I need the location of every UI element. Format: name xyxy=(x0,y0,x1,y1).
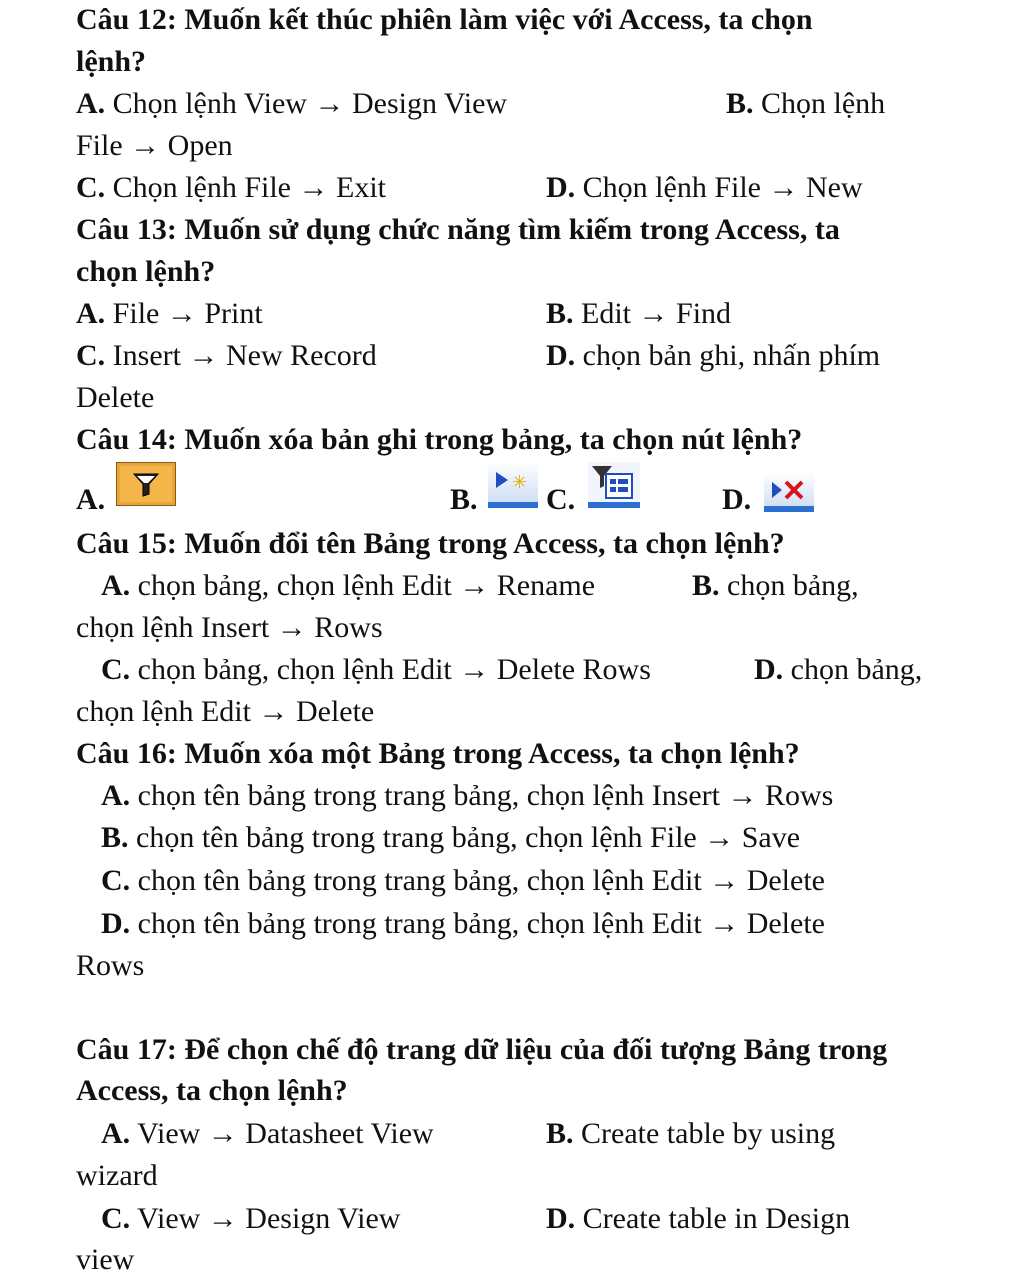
q16-option-a: A. chọn tên bảng trong trang bảng, chọn lệnh Insert → Rows xyxy=(101,779,834,812)
q16-option-b: B. chọn tên bảng trong trang bảng, chọn lệnh File → Save xyxy=(101,821,801,854)
q12-option-c: C. Chọn lệnh File → Exit xyxy=(76,171,386,204)
question-12-title-cont: lệnh? xyxy=(76,45,147,78)
q13-option-d: D. chọn bản ghi, nhấn phím xyxy=(546,339,881,372)
q17-option-d: D. Create table in Design xyxy=(546,1202,851,1235)
q17-option-a: A. View → Datasheet View xyxy=(101,1117,434,1150)
q16-option-d: D. chọn tên bảng trong trang bảng, chọn lệnh Edit → Delete xyxy=(101,907,825,940)
q15-option-b: B. chọn bảng, xyxy=(692,569,859,602)
q13-option-a: A. File → Print xyxy=(76,297,263,330)
delete-record-icon xyxy=(764,472,814,512)
q15-option-d: D. chọn bảng, xyxy=(754,653,923,686)
q17-option-d-cont: view xyxy=(76,1243,135,1276)
q15-option-a: A. chọn bảng, chọn lệnh Edit → Rename xyxy=(101,569,596,602)
question-13-title: Câu 13: Muốn sử dụng chức năng tìm kiếm trong Access, ta xyxy=(76,213,840,246)
q17-option-b-cont: wizard xyxy=(76,1159,158,1192)
q12-option-a: A. Chọn lệnh View → Design View xyxy=(76,87,508,120)
question-14-title: Câu 14: Muốn xóa bản ghi trong bảng, ta chọn nút lệnh? xyxy=(76,423,803,456)
svg-text:✳: ✳ xyxy=(512,472,528,493)
question-13-title-cont: chọn lệnh? xyxy=(76,255,216,288)
question-16-title: Câu 16: Muốn xóa một Bảng trong Access, ta chọn lệnh? xyxy=(76,737,800,770)
q16-option-d-cont: Rows xyxy=(76,949,145,982)
q15-option-d-cont: chọn lệnh Edit → Delete xyxy=(76,695,375,728)
q12-option-b: B. Chọn lệnh xyxy=(726,87,886,120)
question-17-title: Câu 17: Để chọn chế độ trang dữ liệu của đối tượng Bảng trong xyxy=(76,1033,888,1066)
q13-option-b: B. Edit → Find xyxy=(546,297,732,330)
question-15-title: Câu 15: Muốn đổi tên Bảng trong Access, ta chọn lệnh? xyxy=(76,527,785,560)
q14-option-d: D. xyxy=(722,483,752,516)
q12-option-b-cont: File → Open xyxy=(76,129,233,162)
q15-option-c: C. chọn bảng, chọn lệnh Edit → Delete Rows xyxy=(101,653,651,686)
question-12-title: Câu 12: Muốn kết thúc phiên làm việc với Access, ta chọn xyxy=(76,3,813,36)
filter-icon xyxy=(116,462,176,506)
q17-option-b: B. Create table by using xyxy=(546,1117,836,1150)
filter-by-form-icon xyxy=(588,462,640,508)
q12-option-d: D. Chọn lệnh File → New xyxy=(546,171,863,204)
q16-option-c: C. chọn tên bảng trong trang bảng, chọn lệnh Edit → Delete xyxy=(101,864,825,897)
new-record-icon xyxy=(488,462,538,508)
q13-option-c: C. Insert → New Record xyxy=(76,339,377,372)
q14-option-b: B. xyxy=(450,483,478,516)
q14-option-a: A. xyxy=(76,483,106,516)
q14-option-c: C. xyxy=(546,483,576,516)
question-17-title-cont: Access, ta chọn lệnh? xyxy=(76,1074,348,1107)
q13-option-d-cont: Delete xyxy=(76,381,155,414)
q17-option-c: C. View → Design View xyxy=(101,1202,401,1235)
q15-option-b-cont: chọn lệnh Insert → Rows xyxy=(76,611,383,644)
